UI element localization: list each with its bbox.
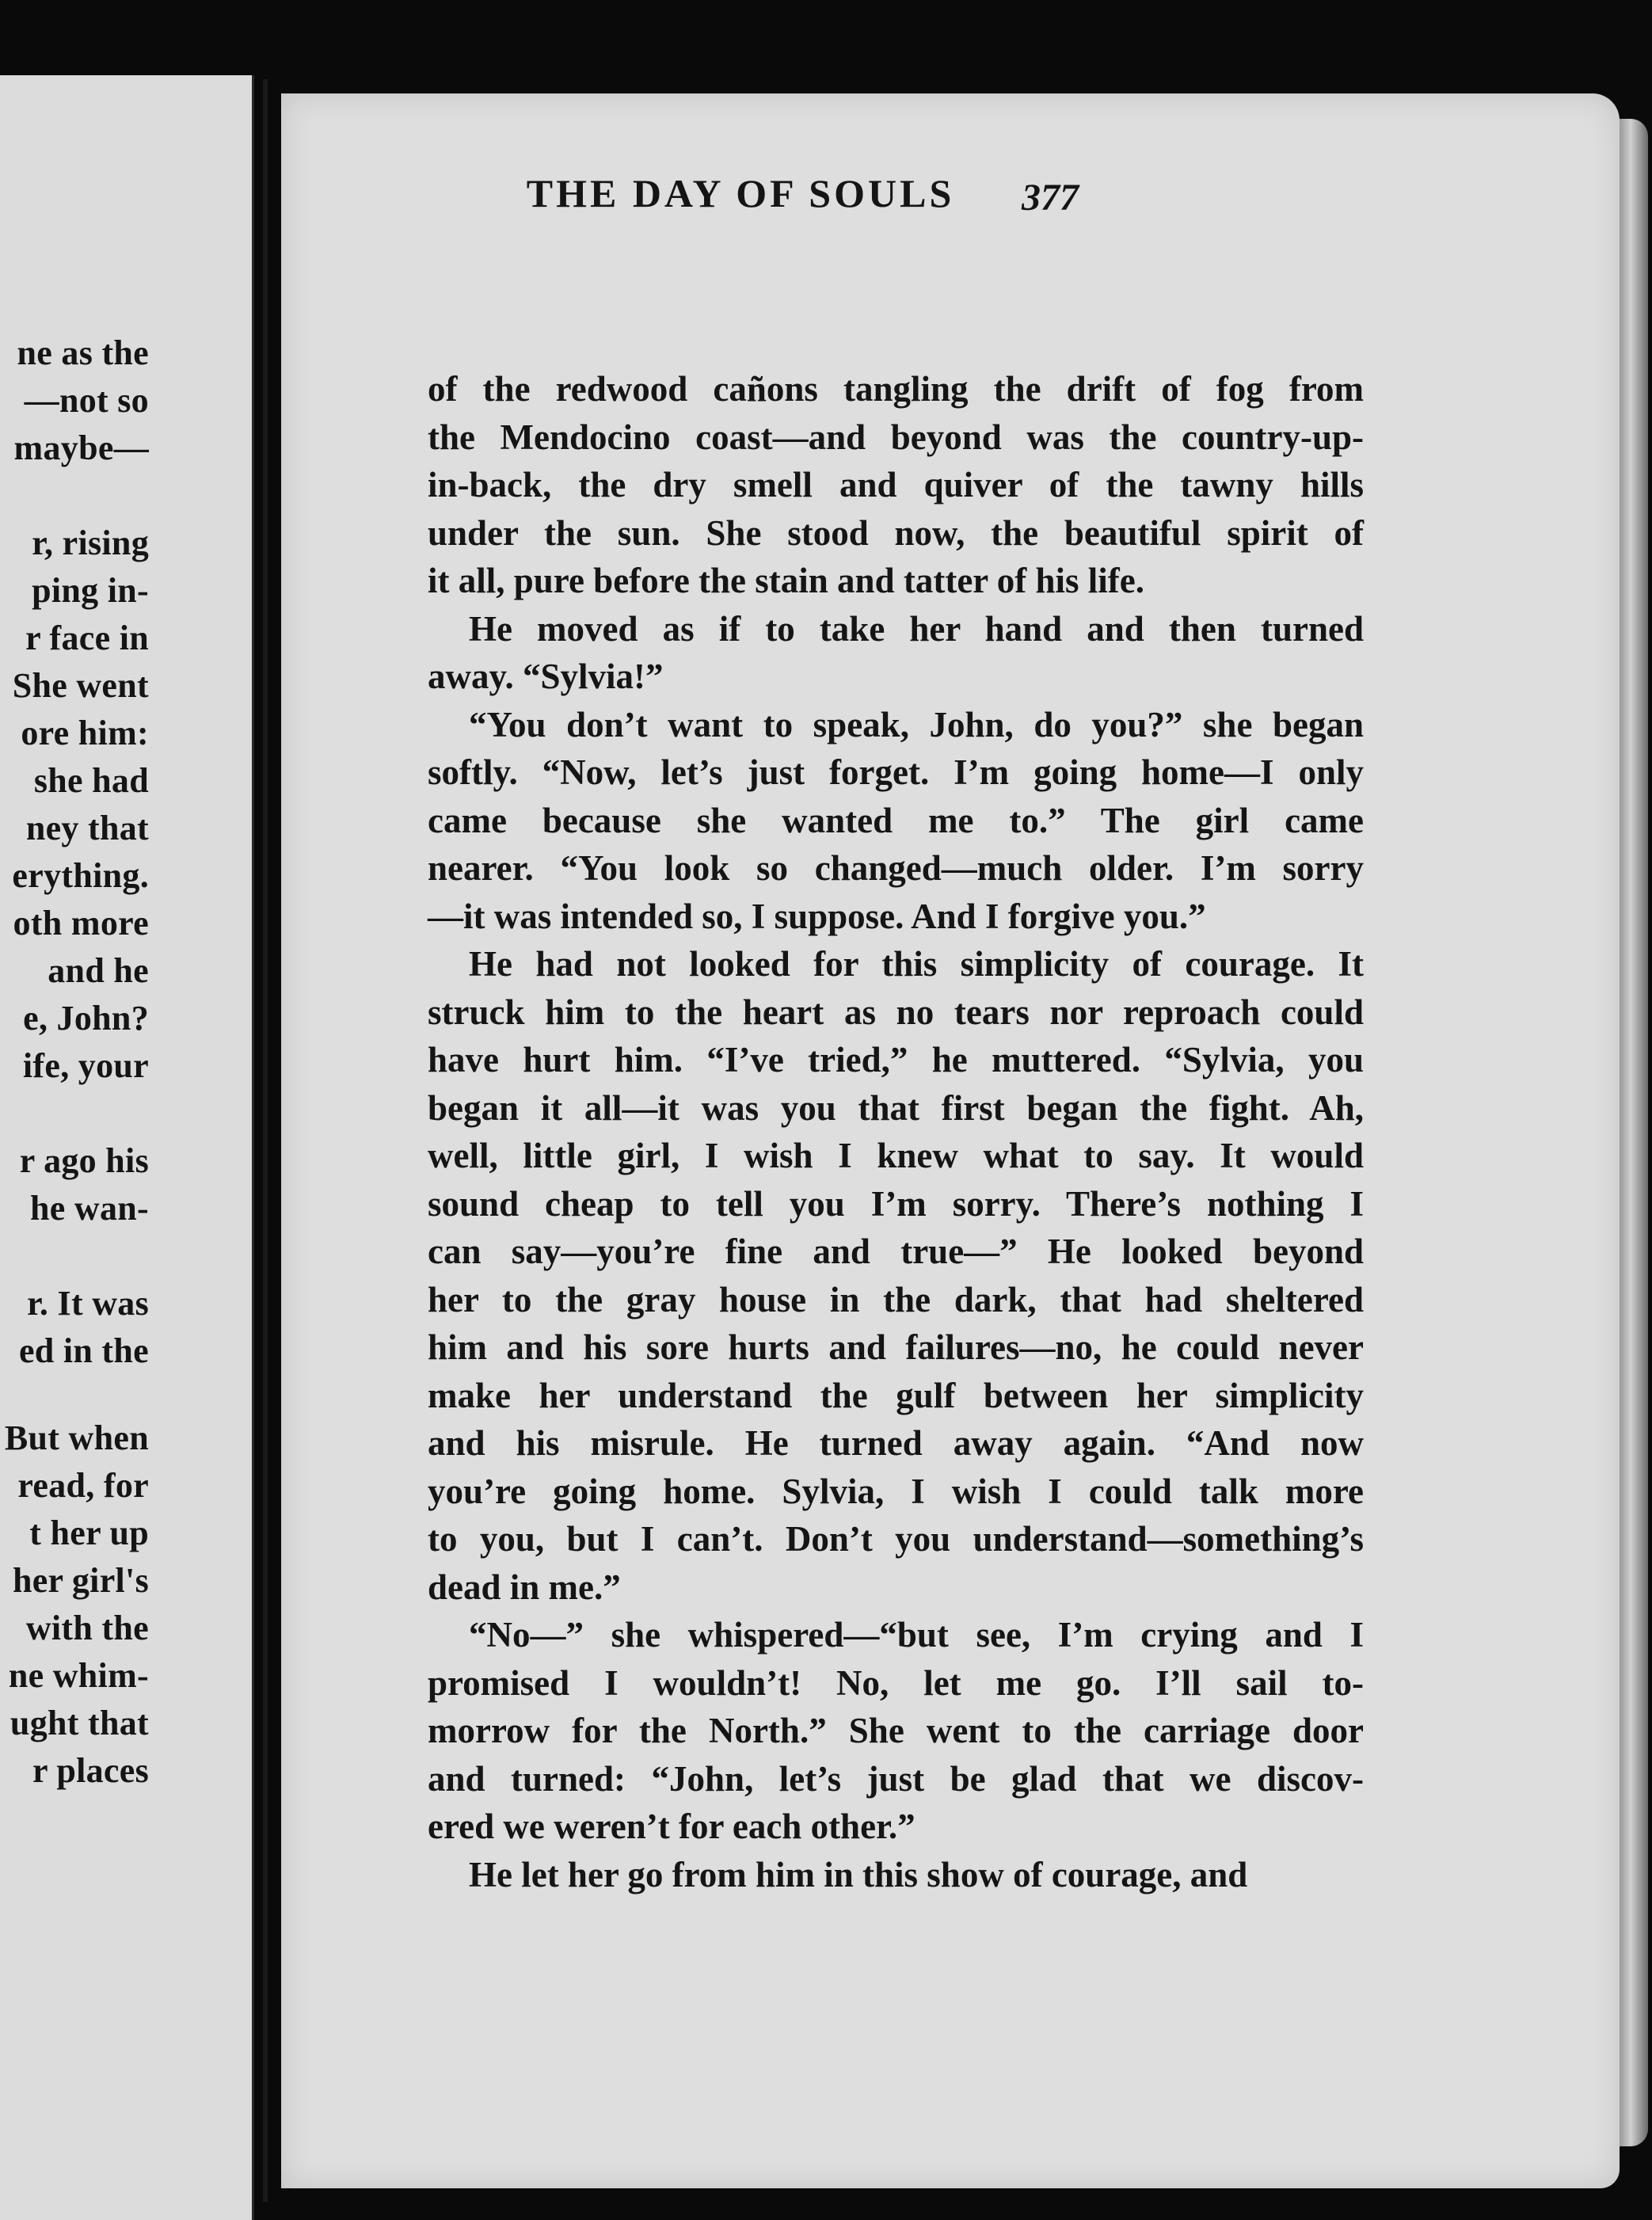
body-line: well, little girl, I wish I knew what to say. It would [428,1136,1364,1175]
body-line: “You don’t want to speak, John, do you?” she began [469,705,1364,744]
running-head: THE DAY OF SOULS [526,171,955,215]
gutter-line [263,79,268,2202]
body-line: in-back, the dry smell and quiver of the tawny hills [428,465,1364,505]
body-line: it all, pure before the stain and tatter of his life. [428,561,1144,600]
left-page-line: she had [33,761,149,800]
body-line: under the sun. She stood now, the beautiful spirit of [428,513,1364,553]
left-page-line: r. It was [27,1284,149,1323]
body-line: softly. “Now, let’s just forget. I’m going home—I only [428,752,1364,792]
left-page-line: t her up [29,1514,149,1552]
left-page-line: r, rising [32,524,149,562]
body-line: have hurt him. “I’ve tried,” he muttered. “Sylvia, you [428,1040,1364,1080]
left-page-line: ney that [25,809,149,847]
left-page-line: e, John? [23,999,149,1038]
body-line: promised I wouldn’t! No, let me go. I’ll sail to- [428,1663,1364,1703]
body-line: you’re going home. Sylvia, I wish I could talk more [428,1472,1364,1511]
left-page-line: ore him: [21,714,149,752]
left-page-line: with the [25,1609,149,1647]
body-line: her to the gray house in the dark, that had sheltered [428,1280,1364,1319]
body-line: can say—you’re fine and true—” He looked beyond [428,1232,1364,1271]
left-page-line: ne whim- [8,1656,149,1695]
left-page-line: maybe— [13,428,149,467]
body-line: the Mendocino coast—and beyond was the country-up- [428,417,1364,457]
body-line: sound cheap to tell you I’m sorry. There’s nothing I [428,1184,1364,1224]
left-page-line: r places [32,1751,149,1790]
left-page-line: r ago his [19,1141,149,1180]
body-line: morrow for the North.” She went to the carriage door [428,1711,1364,1750]
left-page-line: ed in the [18,1331,149,1370]
left-page-line: But when [4,1418,149,1457]
left-page-line: —not so [24,381,149,420]
body-line: “No—” she whispered—“but see, I’m crying and I [469,1615,1364,1655]
body-line: He let her go from him in this show of courage, and [469,1855,1248,1894]
body-line: dead in me.” [428,1567,621,1607]
left-page-line: oth more [13,904,149,942]
left-page-line: r face in [25,619,149,657]
left-page-line: ife, your [22,1046,149,1085]
left-page-line: ne as the [17,333,149,372]
left-page-line: She went [12,666,149,705]
left-page-line: he wan- [30,1189,149,1228]
left-page-line: ping in- [32,571,149,610]
body-line: and turned: “John, let’s just be glad that we discov- [428,1759,1364,1799]
page-edge [1620,119,1648,2146]
left-page-line: her girl's [12,1561,149,1600]
body-line: of the redwood cañons tangling the drift of fog from [428,369,1364,409]
body-line: nearer. “You look so changed—much older. I’m sorry [428,848,1364,888]
left-page [0,75,254,2220]
body-line: and his misrule. He turned away again. “And now [428,1423,1364,1463]
left-page-line: and he [48,951,149,990]
left-page-line: read, for [17,1466,149,1505]
page-number: 377 [1022,177,1079,219]
left-page-line: erything. [12,856,149,895]
body-line: —it was intended so, I suppose. And I forgive you.” [428,897,1206,936]
body-line: make her understand the gulf between her simplicity [428,1376,1364,1415]
body-line: him and his sore hurts and failures—no, he could never [428,1327,1364,1367]
body-line: came because she wanted me to.” The girl came [428,801,1364,840]
body-line: He moved as if to take her hand and then turned [469,609,1364,649]
body-line: He had not looked for this simplicity of courage. It [469,944,1364,984]
body-line: struck him to the heart as no tears nor reproach could [428,992,1364,1032]
body-line: ered we weren’t for each other.” [428,1807,915,1846]
body-line: to you, but I can’t. Don’t you understand—something’s [428,1519,1364,1559]
body-line: away. “Sylvia!” [428,657,664,696]
left-page-line: ught that [10,1704,149,1742]
body-line: began it all—it was you that first began the fight. Ah, [428,1088,1364,1128]
